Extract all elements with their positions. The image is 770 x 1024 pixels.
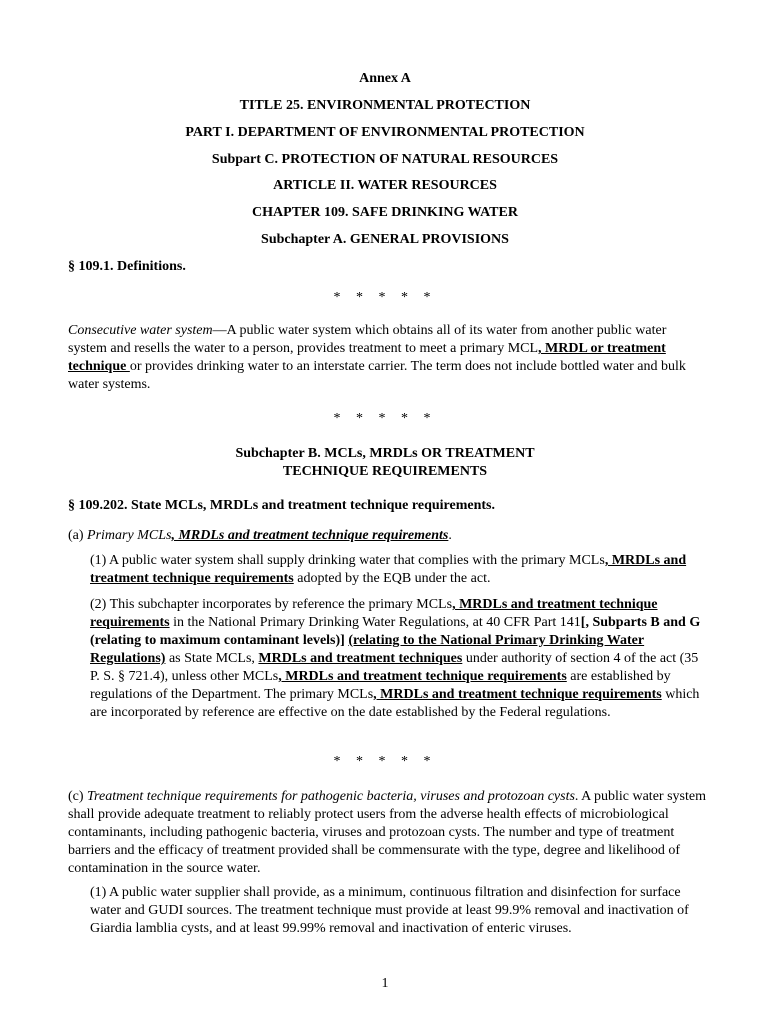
subsection-c: (c) Treatment technique requirements for pathogenic bacteria, viruses and protozoan cysts. A public water system shall provide adequate treatment to reliably protect users from the adverse health effects of microbiological contaminants, including pathogenic bacteria, viruses and protozoan cysts. The number and type of treatment barriers and the efficacy of treatment provided shall be commensurate with the type, degree and likelihood of contamination in the source water. bbox=[68, 789, 706, 876]
subchapter-a-heading: Subchapter A. GENERAL PROVISIONS bbox=[261, 232, 509, 247]
subsection-a: (a) Primary MCLs, MRDLs and treatment technique requirements. bbox=[68, 528, 452, 543]
section-109-202-heading: § 109.202. State MCLs, MRDLs and treatment technique requirements. bbox=[68, 498, 495, 513]
title-heading: TITLE 25. ENVIRONMENTAL PROTECTION bbox=[239, 98, 531, 113]
paragraph-c-1: (1) A public water supplier shall provide, as a minimum, continuous filtration and disinfection for surface water and GUDI sources. The treatment technique must provide at least 99.9% removal and inactivation of Giardia lamblia cysts, and at least 99.99% removal and inactivation of enteric viruses. bbox=[90, 885, 689, 936]
inserted-text: , MRDLs and treatment technique requirements bbox=[90, 553, 687, 586]
subpart-heading: Subpart C. PROTECTION OF NATURAL RESOURCES bbox=[211, 152, 559, 167]
annex-heading: Annex A bbox=[359, 71, 411, 86]
page-number: 1 bbox=[381, 976, 389, 991]
inserted-text: , MRDLs and treatment technique requirements bbox=[373, 687, 662, 702]
defined-term: Consecutive water system bbox=[68, 323, 213, 338]
omission-stars-3: * * * * * bbox=[333, 754, 437, 769]
paragraph-a-2: (2) This subchapter incorporates by reference the primary MCLs, MRDLs and treatment technique requirements in the National Primary Drinking Water Regulations, at 40 CFR Part 141[, Subparts B and G (relating to maximum contaminant levels)] (relating to the National Primary Drinking Water Regulations) as State MCLs, MRDLs and treatment techniques under authority of section 4 of the act (35 P. S. § 721.4), unless other MCLs, MRDLs and treatment technique requirements are established by regulations of the Department. The primary MCLs, MRDLs and treatment technique requirements which are incorporated by reference are effective on the date established by the Federal regulations. bbox=[90, 597, 701, 720]
definition-consecutive-water-system: Consecutive water system—A public water system which obtains all of its water from another public water system and resells the water to a person, provides treatment to meet a primary MCL, MRDL or treatment technique or provides drinking water to an interstate carrier. The term does not include bottled water and bulk water systems. bbox=[68, 323, 686, 392]
subchapter-b-heading-line2: TECHNIQUE REQUIREMENTS bbox=[282, 464, 488, 479]
part-heading: PART I. DEPARTMENT OF ENVIRONMENTAL PROTECTION bbox=[185, 125, 585, 140]
omission-stars-2: * * * * * bbox=[333, 411, 437, 426]
omission-stars-1: * * * * * bbox=[333, 290, 437, 305]
inserted-text: , MRDL or treatment technique bbox=[68, 341, 666, 374]
inserted-text: MRDLs and treatment techniques bbox=[258, 651, 463, 666]
paragraph-a-1: (1) A public water system shall supply drinking water that complies with the primary MCLs, MRDLs and treatment technique requirements adopted by the EQB under the act. bbox=[90, 553, 687, 586]
inserted-text: , MRDLs and treatment technique requirements bbox=[278, 669, 567, 684]
article-heading: ARTICLE II. WATER RESOURCES bbox=[273, 178, 497, 193]
chapter-heading: CHAPTER 109. SAFE DRINKING WATER bbox=[252, 205, 518, 220]
inserted-text: , MRDLs and treatment technique requirements bbox=[171, 528, 449, 543]
definitions-heading: § 109.1. Definitions. bbox=[68, 259, 186, 274]
deleted-text: [, Subparts B and G (relating to maximum contaminant levels)] bbox=[90, 615, 701, 648]
subchapter-b-heading-line1: Subchapter B. MCLs, MRDLs OR TREATMENT bbox=[235, 446, 535, 461]
inserted-text: , MRDLs and treatment technique requirements bbox=[90, 597, 658, 630]
inserted-text: (relating to the National Primary Drinking Water Regulations) bbox=[90, 633, 645, 666]
